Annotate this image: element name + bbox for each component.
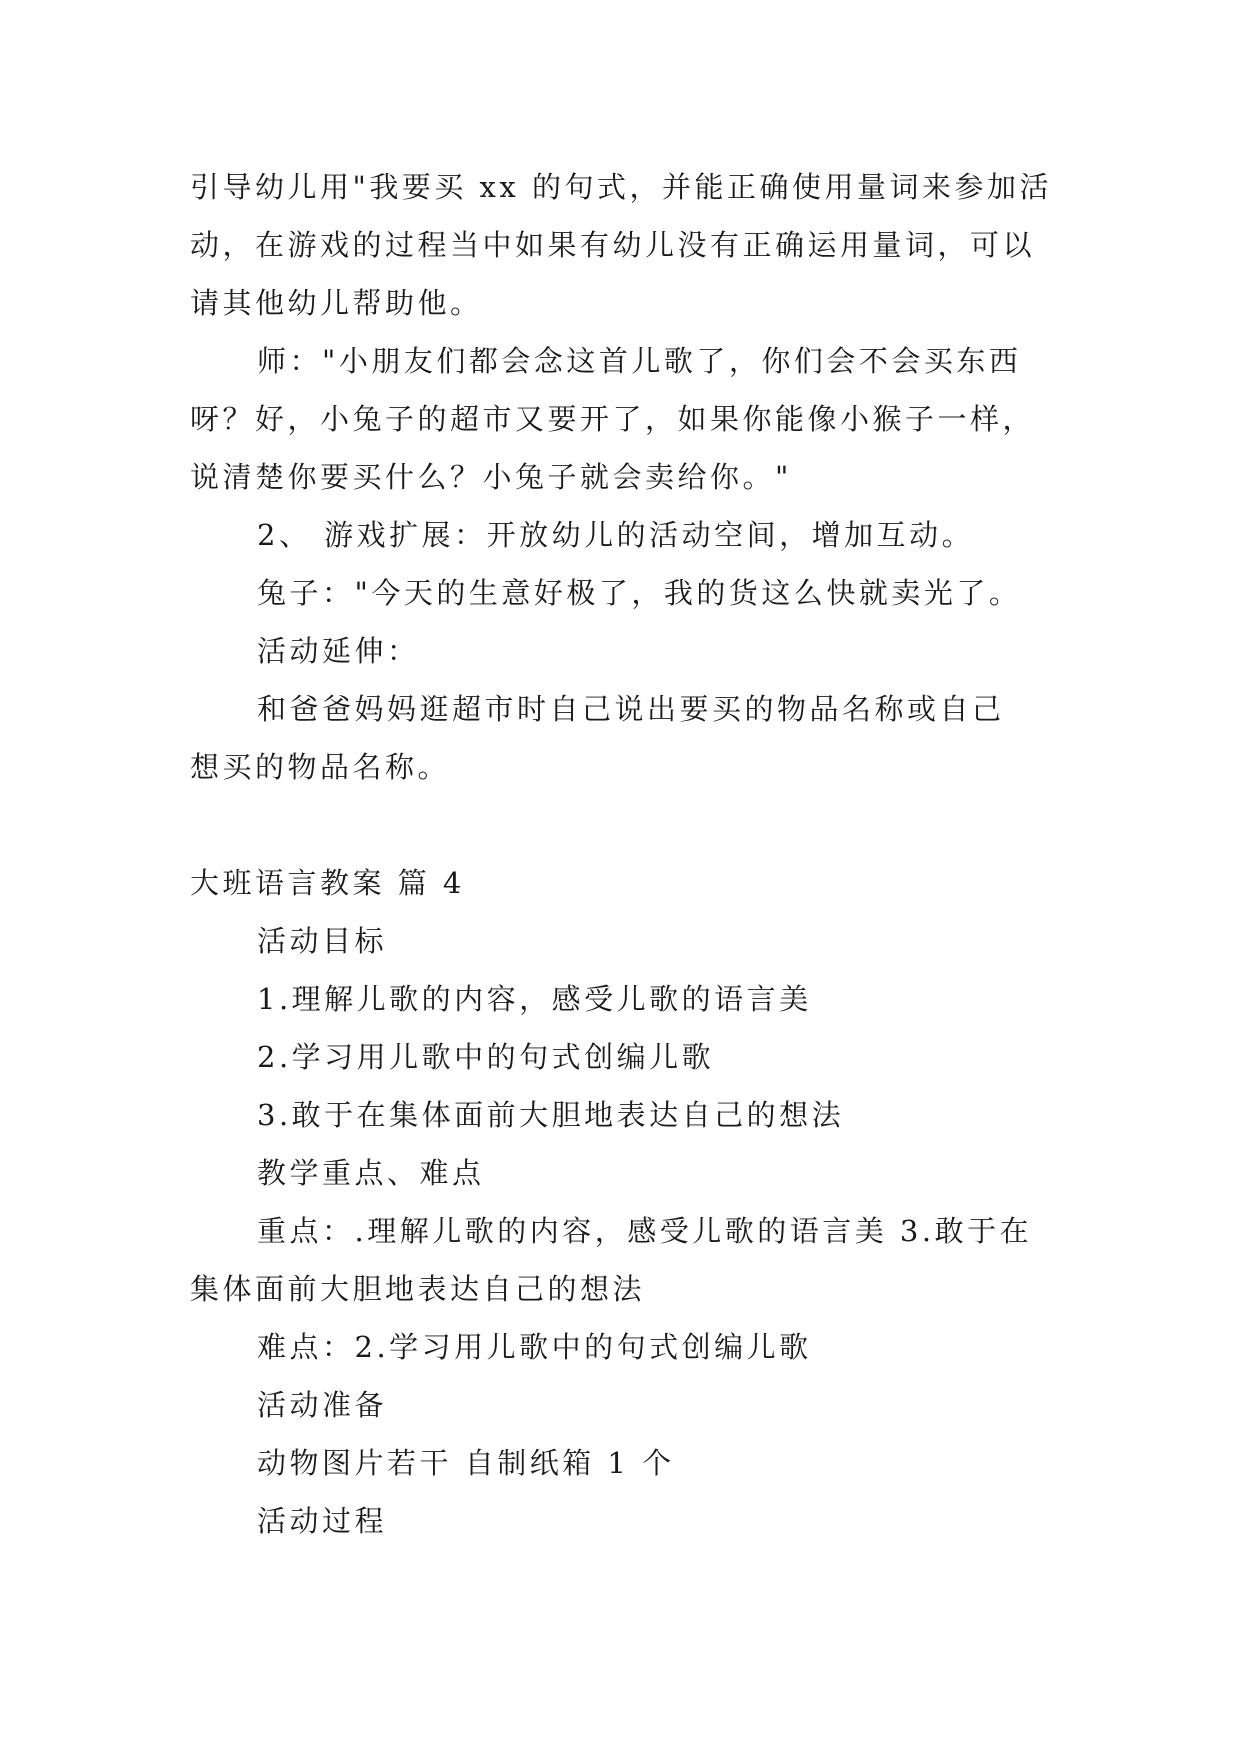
paragraph-line: 师："小朋友们都会念这首儿歌了，你们会不会买东西 <box>257 344 1022 378</box>
paragraph-line: 难点：2.学习用儿歌中的句式创编儿歌 <box>257 1330 812 1364</box>
goal-item: 1.理解儿歌的内容，感受儿歌的语言美 <box>257 982 812 1016</box>
goal-item: 3.敢于在集体面前大胆地表达自己的想法 <box>257 1098 845 1132</box>
step-item: 2、 游戏扩展：开放幼儿的活动空间，增加互动。 <box>257 518 975 552</box>
paragraph-line: 重点：.理解儿歌的内容，感受儿歌的语言美 3.敢于在 <box>257 1214 1033 1248</box>
paragraph-line: 想买的物品名称。 <box>190 750 451 784</box>
paragraph-line: 动，在游戏的过程当中如果有幼儿没有正确运用量词，可以 <box>190 228 1036 262</box>
paragraph-line: 和爸爸妈妈逛超市时自己说出要买的物品名称或自己 <box>257 692 1005 726</box>
subheading: 活动目标 <box>257 924 388 958</box>
paragraph-line: 引导幼儿用"我要买 xx 的句式，并能正确使用量词来参加活 <box>190 170 1052 204</box>
goal-item: 2.学习用儿歌中的句式创编儿歌 <box>257 1040 715 1074</box>
paragraph-line: 兔子："今天的生意好极了，我的货这么快就卖光了。 <box>257 576 1022 610</box>
subheading: 活动延伸： <box>257 634 420 668</box>
section-title: 大班语言教案 篇 4 <box>190 866 465 900</box>
paragraph-line: 说清楚你要买什么？小兔子就会卖给你。" <box>190 460 792 494</box>
subheading: 活动过程 <box>257 1504 388 1538</box>
subheading: 教学重点、难点 <box>257 1156 485 1190</box>
paragraph-line: 请其他幼儿帮助他。 <box>190 286 483 320</box>
paragraph-line: 呀？好，小兔子的超市又要开了，如果你能像小猴子一样， <box>190 402 1036 436</box>
paragraph-line: 动物图片若干 自制纸箱 1 个 <box>257 1446 675 1480</box>
subheading: 活动准备 <box>257 1388 388 1422</box>
paragraph-line: 集体面前大胆地表达自己的想法 <box>190 1272 646 1306</box>
